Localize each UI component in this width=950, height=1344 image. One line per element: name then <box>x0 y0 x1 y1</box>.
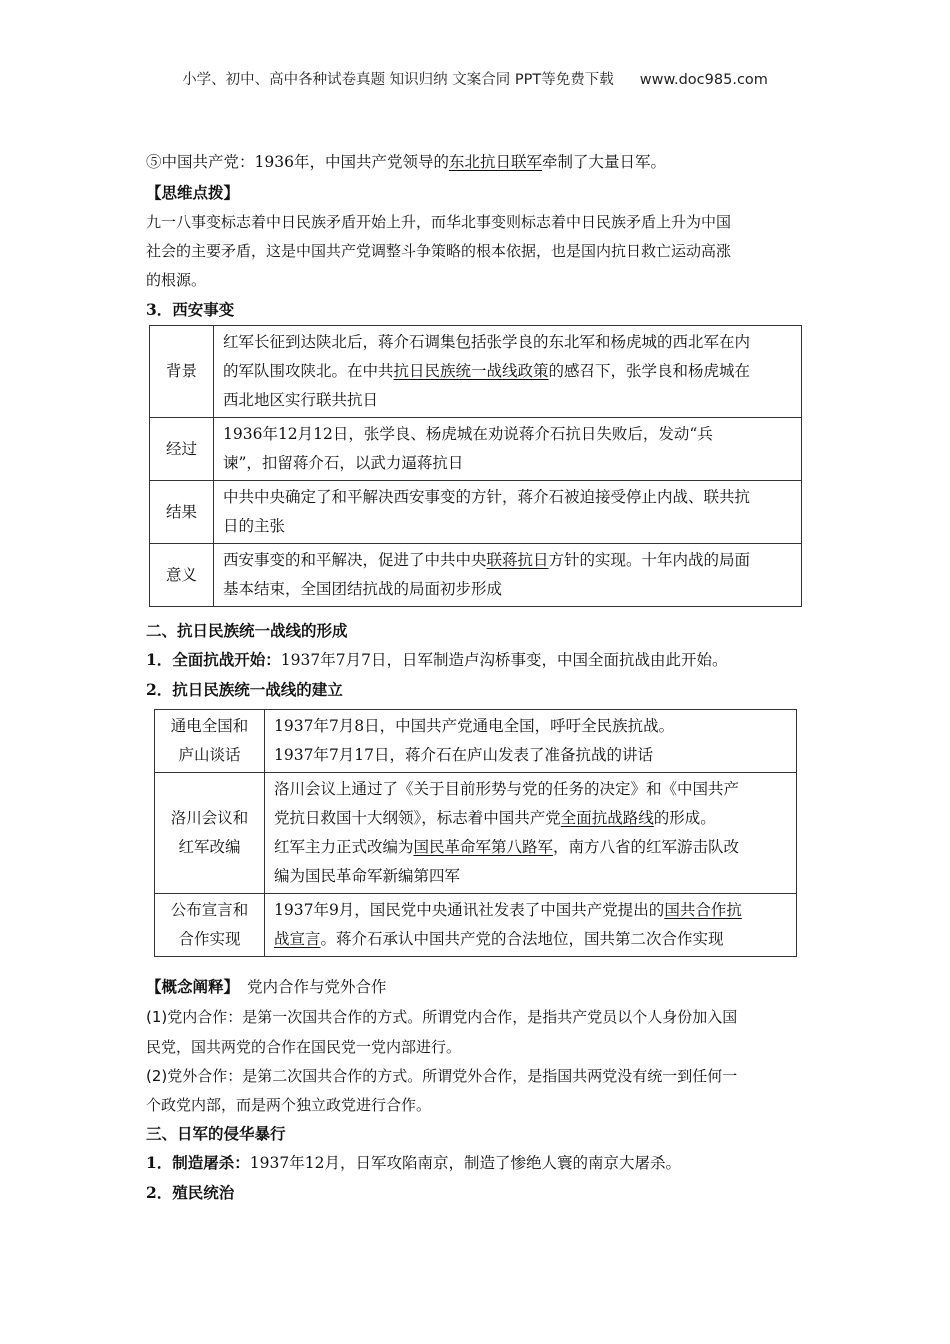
thinking-line-3: 的根源。 <box>146 271 207 289</box>
page-header <box>0 68 950 89</box>
row-label: 结果 <box>150 481 214 544</box>
row-content: 1936年12月12日，张学良、杨虎城在劝说蒋介石抗日失败后，发动“兵 谏”，扣留蒋介石，以武力逼蒋抗日 <box>214 418 802 481</box>
table-row <box>155 773 797 894</box>
row-label: 洛川会议和 红军改编 <box>155 773 265 894</box>
row-label: 背景 <box>150 326 214 418</box>
thinking-line-1: 九一八事变标志着中日民族矛盾开始上升，而华北事变则标志着中日民族矛盾上升为中国 <box>146 213 732 231</box>
row-content: 红军长征到达陕北后，蒋介石调集包括张学良的东北军和杨虎城的西北军在内 的军队围攻陕北。在中共抗日民族统一战线政策的感召下，张学良和杨虎城在 西北地区实行联共抗日 <box>214 326 802 418</box>
cooperation-declaration-term: 国共合作抗 <box>664 901 742 919</box>
table-row <box>150 418 802 481</box>
header-text: 小学、初中、高中各种试卷真题 知识归纳 文案合同 PPT等免费下载 <box>182 72 614 88</box>
concept-line-1: (1)党内合作：是第一次国共合作的方式。所谓党内合作，是指共产党员以个人身份加入国 <box>146 1008 738 1026</box>
section2-title: 二、抗日民族统一战线的形成 <box>146 621 348 640</box>
northeast-army-term: 东北抗日联军 <box>448 153 542 171</box>
row-label: 意义 <box>150 544 214 607</box>
row-content: 1937年7月8日，中国共产党通电全国，呼吁全民族抗战。 1937年7月17日，蒋介石在庐山发表了准备抗战的讲话 <box>265 710 797 773</box>
xian-incident-table <box>149 325 802 607</box>
concept-line-3: (2)党外合作：是第二次国共合作的方式。所谓党外合作，是指国共两党没有统一到任何一 <box>146 1067 738 1085</box>
section3-item2: 2．殖民统治 <box>146 1183 235 1202</box>
concept-line-4: 个政党内部，而是两个独立政党进行合作。 <box>146 1096 432 1114</box>
xian-heading: 3．西安事变 <box>146 300 235 319</box>
section3-title: 三、日军的侵华暴行 <box>146 1124 286 1143</box>
row-content: 西安事变的和平解决，促进了中共中央联蒋抗日方针的实现。十年内战的局面 基本结束，全国团结抗战的局面初步形成 <box>214 544 802 607</box>
war-line-term: 全面抗战路线 <box>560 809 654 827</box>
united-front-policy-term: 抗日民族统一战线政策 <box>393 362 549 380</box>
header-site: www.doc985.com <box>639 72 768 88</box>
eighth-route-army-term: 国民革命军第八路军 <box>413 838 554 856</box>
cooperation-declaration-term-2: 战宣言 <box>274 930 321 948</box>
thinking-line-2: 社会的主要矛盾，这是中国共产党调整斗争策略的根本依据，也是国内抗日救亡运动高涨 <box>146 242 732 260</box>
row-label: 经过 <box>150 418 214 481</box>
item5-line: ⑤中国共产党：1936年，中国共产党领导的东北抗日联军牵制了大量日军。 <box>146 153 666 171</box>
table-row <box>150 544 802 607</box>
row-label: 公布宣言和 合作实现 <box>155 894 265 957</box>
row-content: 1937年9月，国民党中央通讯社发表了中国共产党提出的国共合作抗 战宣言。蒋介石承认中国共产党的合法地位，国共第二次合作实现 <box>265 894 797 957</box>
table-row <box>150 481 802 544</box>
united-front-table <box>154 709 797 957</box>
section2-item2: 2．抗日民族统一战线的建立 <box>146 680 343 699</box>
table-row <box>150 326 802 418</box>
table-row <box>155 894 797 957</box>
concept-heading: 【概念阐释】 党内合作与党外合作 <box>146 977 387 996</box>
table-row <box>155 710 797 773</box>
row-label: 通电全国和 庐山谈话 <box>155 710 265 773</box>
unite-chiang-term: 联蒋抗日 <box>486 551 549 569</box>
row-content: 中共中央确定了和平解决西安事变的方针，蒋介石被迫接受停止内战、联共抗 日的主张 <box>214 481 802 544</box>
section3-item1: 1．制造屠杀：1937年12月，日军攻陷南京，制造了惨绝人寰的南京大屠杀。 <box>146 1153 681 1172</box>
section2-item1: 1．全面抗战开始：1937年7月7日，日军制造卢沟桥事变，中国全面抗战由此开始。 <box>146 650 728 669</box>
row-content: 洛川会议上通过了《关于目前形势与党的任务的决定》和《中国共产 党抗日救国十大纲领》，标志着中国共产党全面抗战路线的形成。 红军主力正式改编为国民革命军第八路军，南方八省的红军游击队改 编为国民革命军新编第四军 <box>265 773 797 894</box>
concept-line-2: 民党，国共两党的合作在国民党一党内部进行。 <box>146 1038 462 1056</box>
thinking-title: 【思维点拨】 <box>146 183 240 202</box>
